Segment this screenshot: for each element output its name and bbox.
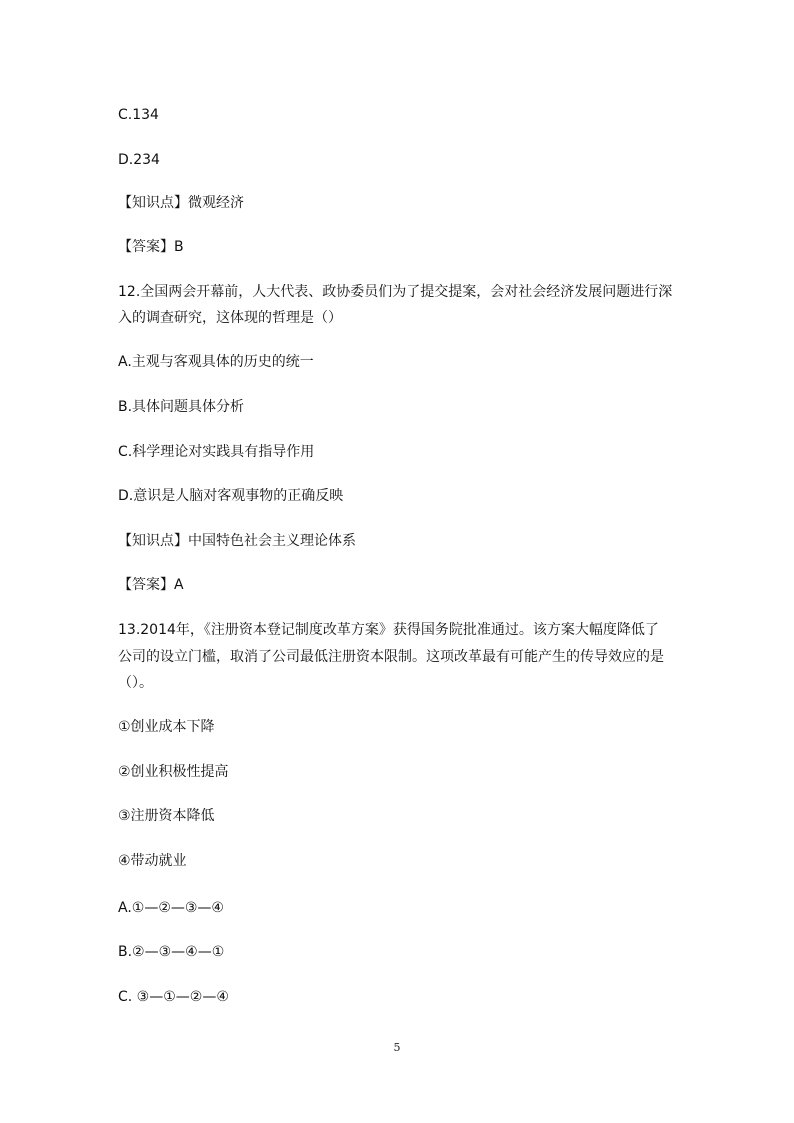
q13-item-4: ④带动就业 bbox=[118, 853, 187, 869]
q12-knowledge-point: 【知识点】中国特色社会主义理论体系 bbox=[118, 533, 356, 549]
q12-answer: 【答案】A bbox=[118, 577, 184, 593]
q13-item-3: ③注册资本降低 bbox=[118, 808, 215, 824]
q13-item-2: ②创业积极性提高 bbox=[118, 764, 229, 780]
q13-stem-line-1: 13.2014年，《注册资本登记制度改革方案》获得国务院批准通过。该方案大幅度降低了 bbox=[118, 622, 659, 638]
q13-stem-line-3: （）。 bbox=[118, 675, 153, 691]
q11-answer: 【答案】B bbox=[118, 239, 184, 255]
page-number: 5 bbox=[393, 1041, 401, 1054]
q12-stem-line-2: 入的调查研究，这体现的哲理是（） bbox=[118, 310, 342, 326]
q12-stem-line-1: 12.全国两会开幕前，人大代表、政协委员们为了提交提案，会对社会经济发展问题进行深 bbox=[118, 284, 673, 300]
q13-option-c: C. ③—①—②—④ bbox=[118, 989, 229, 1005]
q11-knowledge-point: 【知识点】微观经济 bbox=[118, 195, 244, 211]
q11-option-d: D.234 bbox=[118, 152, 160, 168]
q12-option-b: B.具体问题具体分析 bbox=[118, 399, 245, 415]
q13-item-1: ①创业成本下降 bbox=[118, 719, 215, 735]
q13-option-a: A.①—②—③—④ bbox=[118, 900, 224, 916]
q12-option-c: C.科学理论对实践具有指导作用 bbox=[118, 444, 315, 460]
q13-option-b: B.②—③—④—① bbox=[118, 944, 225, 960]
q13-stem-line-2: 公司的设立门槛，取消了公司最低注册资本限制。这项改革最有可能产生的传导效应的是 bbox=[118, 649, 664, 665]
q11-option-c: C.134 bbox=[118, 107, 159, 123]
q12-option-a: A.主观与客观具体的历史的统一 bbox=[118, 354, 314, 370]
q12-option-d: D.意识是人脑对客观事物的正确反映 bbox=[118, 488, 344, 504]
